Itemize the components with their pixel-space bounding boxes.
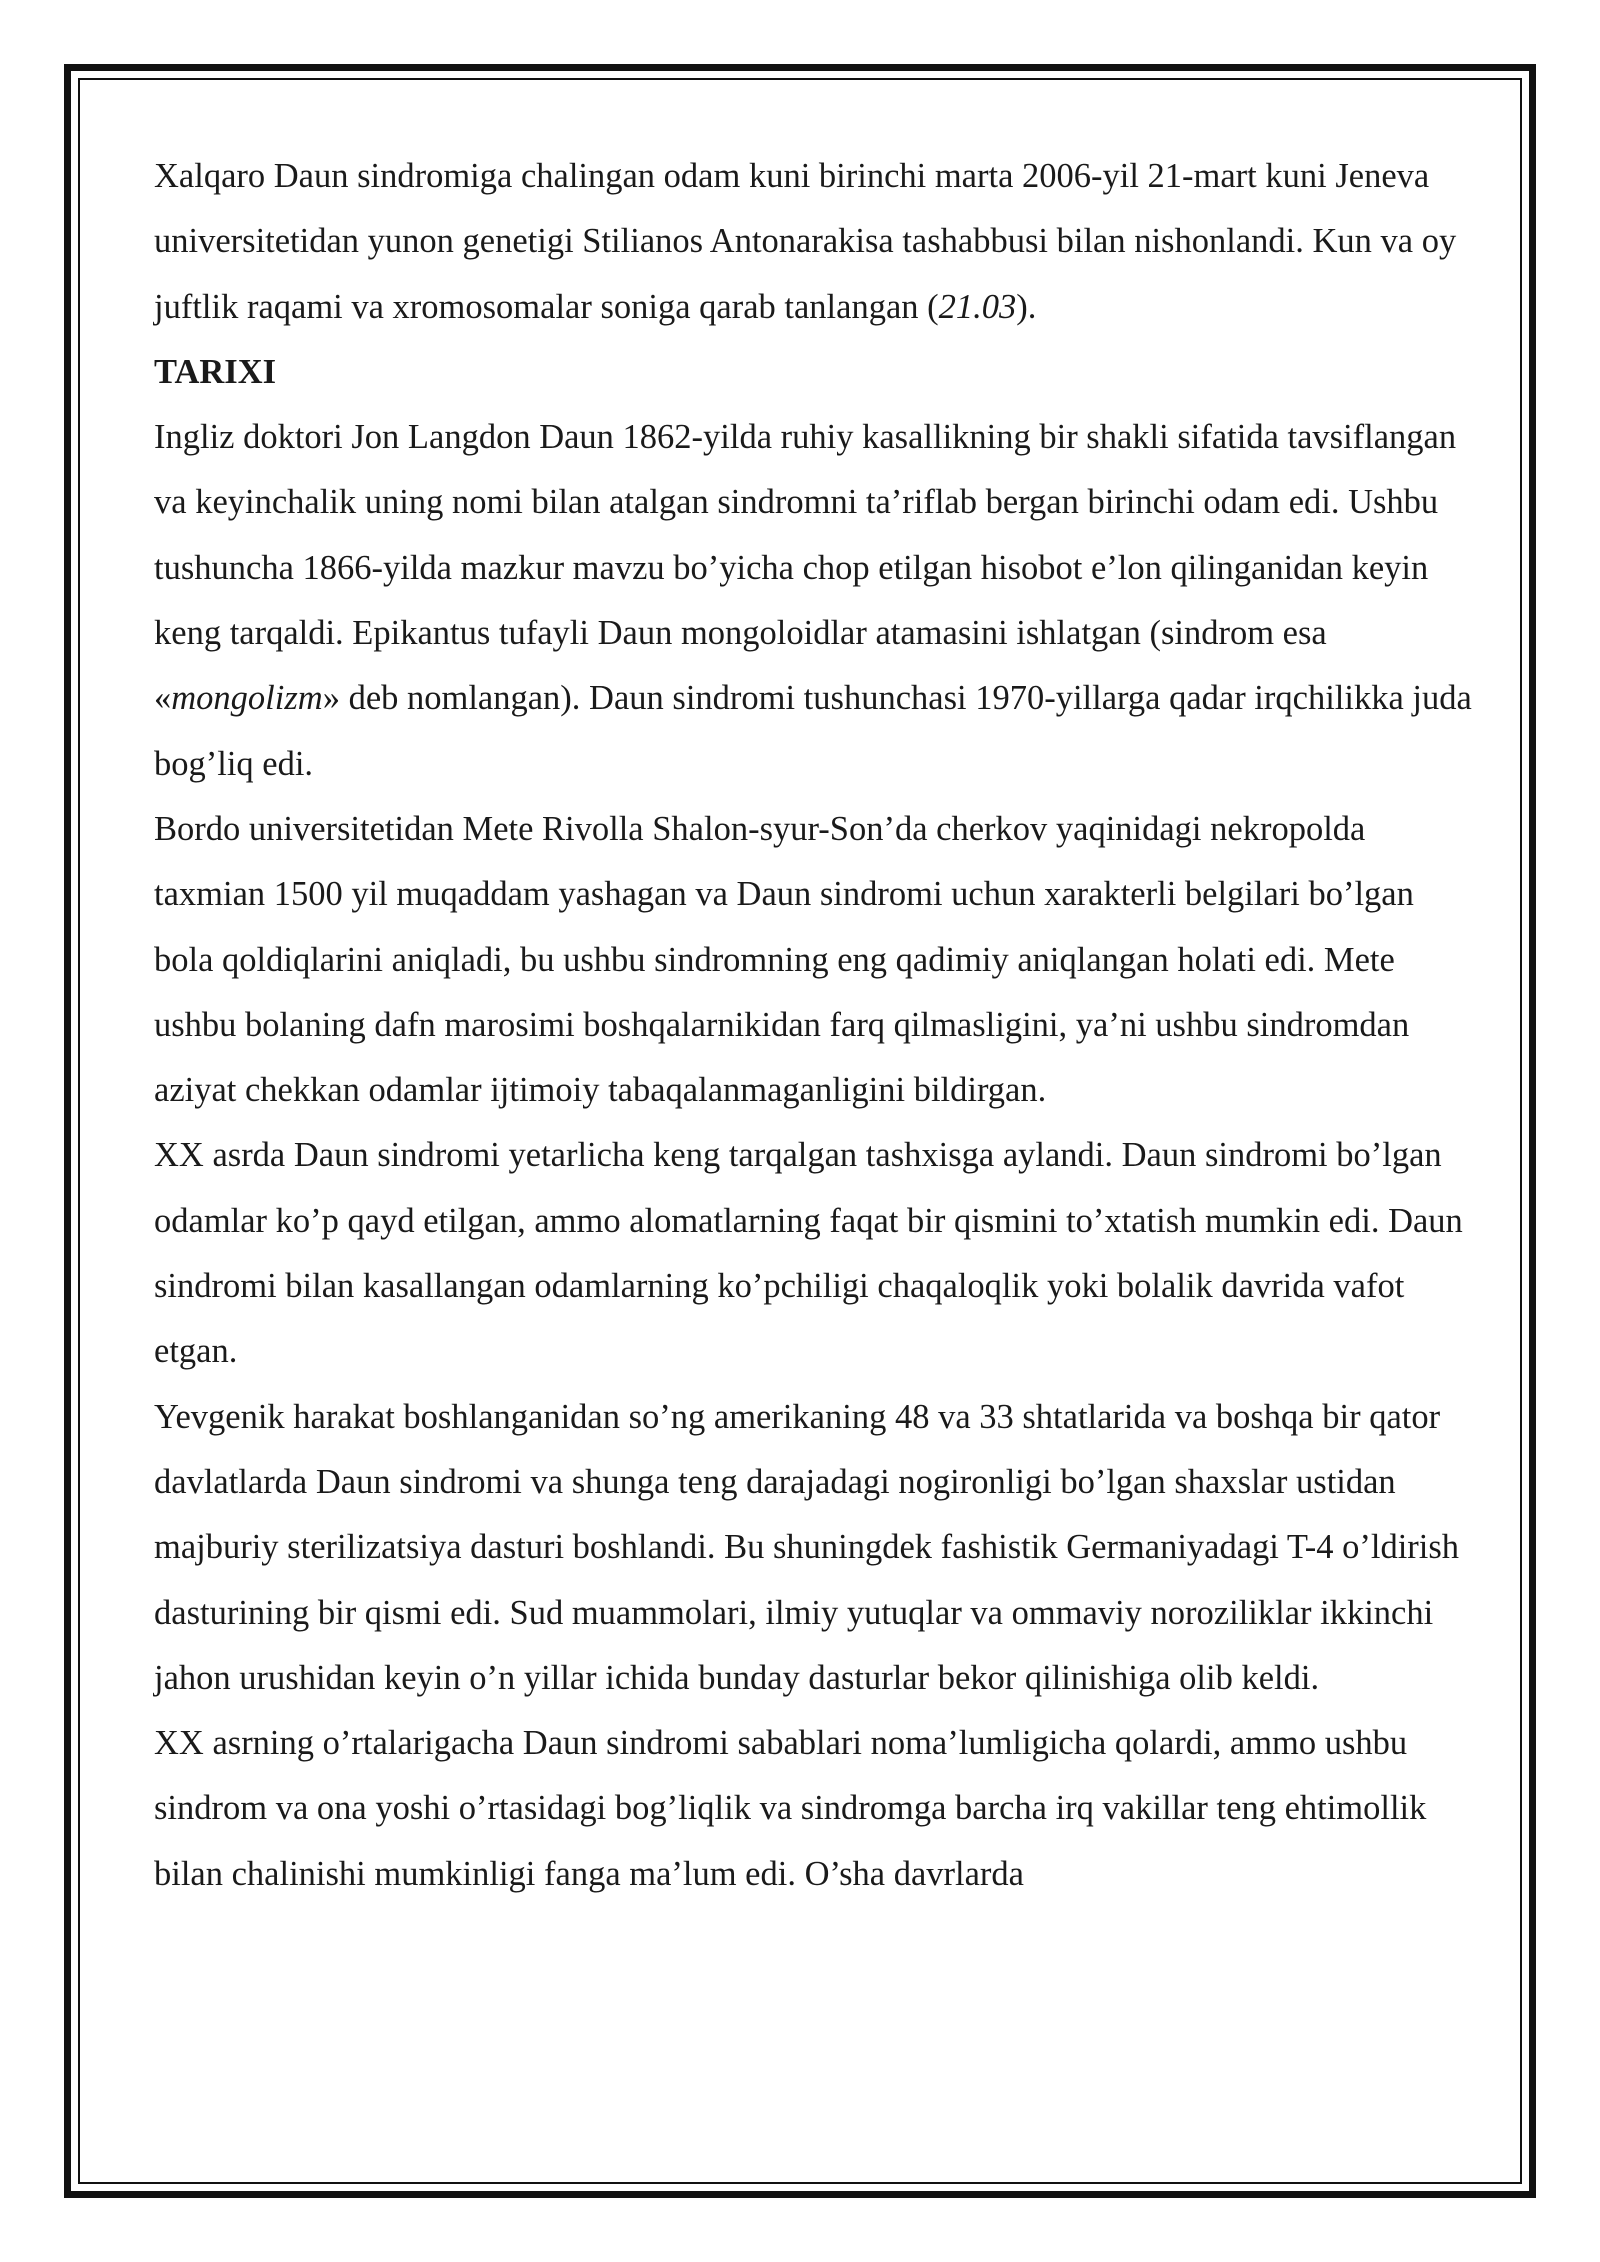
intro-date-italic: 21.03 xyxy=(938,287,1017,326)
para1-text-before: Ingliz doktori Jon Langdon Daun 1862-yilda ruhiy kasallikning bir shakli sifatida tavsiflangan va keyinchalik uning nomi bilan atalgan sindromni ta’riflab bergan birinchi odam edi. Ushbu tushuncha 1866-yilda mazkur mavzu bo’yicha chop etilgan hisobot e’lon qilinganidan keyin keng tarqaldi. Epikantus tufayli Daun mongoloidlar atamasini ishlatgan (sindrom esa « xyxy=(154,418,1457,718)
history-paragraph-4: Yevgenik harakat boshlanganidan so’ng amerikaning 48 va 33 shtatlarida va boshqa bir qator davlatlarda Daun sindromi va shunga teng darajadagi nogironligi bo’lgan shaxslar ustidan majburiy sterilizatsiya dasturi boshlandi. Bu shuningdek fashistik Germaniyadagi T-4 o’ldirish dasturining bir qismi edi. Sud muammolari, ilmiy yutuqlar va ommaviy noroziliklar ikkinchi jahon urushidan keyin o’n yillar ichida bunday dasturlar bekor qilinishiga olib keldi. xyxy=(154,1397,1460,1697)
history-paragraph-5: XX asrning o’rtalarigacha Daun sindromi sabablari noma’lumligicha qolardi, ammo ushbu sindrom va ona yoshi o’rtasidagi bog’liqlik va sindromga barcha irq vakillar teng ehtimollik bilan chalinishi mumkinligi fanga ma’lum edi. O’sha davrlarda xyxy=(154,1724,1427,1893)
history-paragraph-1 xyxy=(154,405,1474,797)
para1-text-after: » deb nomlangan). Daun sindromi tushunchasi 1970-yillarga qadar irqchilikka juda bog’liq edi. xyxy=(154,679,1472,783)
para1-italic-term: mongolizm xyxy=(171,679,323,718)
intro-text-after: ). xyxy=(1016,287,1037,326)
intro-paragraph xyxy=(154,144,1474,340)
document-body xyxy=(154,144,1474,1907)
history-paragraph-3: XX asrda Daun sindromi yetarlicha keng tarqalgan tashxisga aylandi. Daun sindromi bo’lgan odamlar ko’p qayd etilgan, ammo alomatlarning faqat bir qismini to’xtatish mumkin edi. Daun sindromi bilan kasallangan odamlarning ko’pchiligi chaqaloqlik yoki bolalik davrida vafot etgan. xyxy=(154,1136,1463,1371)
section-heading: TARIXI xyxy=(154,352,277,391)
intro-text-before: Xalqaro Daun sindromiga chalingan odam kuni birinchi marta 2006-yil 21-mart kuni Jeneva universitetidan yunon genetigi Stilianos Antonarakisa tashabbusi bilan nishonlandi. Kun va oy juftlik raqami va xromosomalar soniga qarab tanlangan ( xyxy=(154,157,1457,326)
history-paragraph-2: Bordo universitetidan Mete Rivolla Shalon-syur-Son’da cherkov yaqinidagi nekropolda taxmian 1500 yil muqaddam yashagan va Daun sindromi uchun xarakterli belgilari bo’lgan bola qoldiqlarini aniqladi, bu ushbu sindromning eng qadimiy aniqlangan holati edi. Mete ushbu bolaning dafn marosimi boshqalarnikidan farq qilmasligini, ya’ni ushbu sindromdan aziyat chekkan odamlar ijtimoiy tabaqalanmaganligini bildirgan. xyxy=(154,809,1414,1110)
